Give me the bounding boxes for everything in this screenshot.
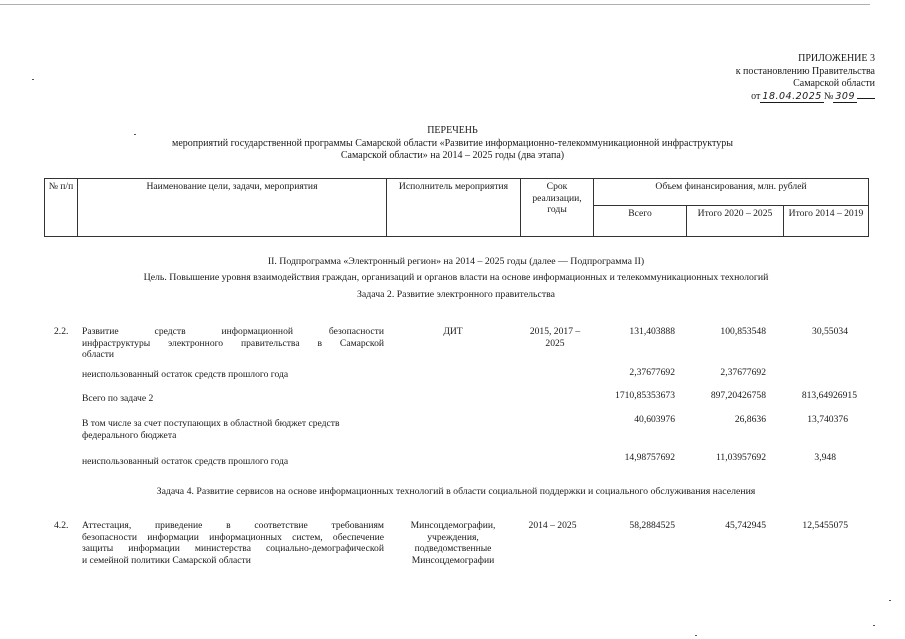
task2-unused-2014: 3,948 (814, 452, 836, 463)
header-sub-2014: Итого 2014 – 2019 (784, 206, 869, 237)
doc-heading: ПЕРЕЧЕНЬ (427, 125, 478, 136)
header-sub-2020: Итого 2020 – 2025 (687, 206, 784, 237)
row-2-2-term: 2015, 2017 – 2025 (529, 326, 581, 349)
goal-heading: Цель. Повышение уровня взаимодействия граждан, организаций и органов власти на основе информационных и телекоммуникационных технологий (143, 272, 769, 283)
row-2-2-unused-2020: 2,37677692 (720, 367, 766, 378)
appendix-decree: к постановлению Правительства (735, 65, 875, 77)
doc-title-line1: мероприятий государственной программы Самарской области «Развитие информационно-телекоммуникационной инфраструктуры (172, 138, 733, 149)
header-col-funding: Объем финансирования, млн. рублей (594, 179, 869, 206)
row-2-2-total: 131,403888 (629, 326, 675, 337)
header-table (44, 178, 869, 237)
appendix-region: Самарской области (793, 78, 875, 89)
task2-total-total: 1710,85353673 (615, 390, 675, 401)
row-4-2-term: 2014 – 2025 (528, 520, 577, 531)
appendix-underline (857, 98, 875, 99)
header-col-term: Срок реализации, годы (521, 179, 594, 237)
appendix-number: 309 (835, 90, 855, 102)
appendix-date-line (690, 91, 875, 104)
row-4-2-2014: 12,5455075 (802, 520, 848, 531)
appendix-number-label: № (823, 90, 834, 102)
appendix-block (690, 53, 875, 103)
row-2-2-unused-name: неиспользованный остаток средств прошлого года (82, 369, 289, 380)
row-4-2-2020: 45,742945 (725, 520, 766, 531)
scan-speck (889, 600, 891, 601)
task2-total-name: Всего по задаче 2 (82, 393, 154, 404)
row-2-2-2014: 30,55034 (812, 326, 848, 337)
header-col-executor: Исполнитель мероприятия (387, 179, 521, 237)
task2-federal-2014: 13,740376 (807, 414, 848, 425)
doc-title-line2: Самарской области» на 2014 – 2025 годы (два этапа) (340, 150, 565, 161)
scan-speck (873, 625, 875, 626)
task4-heading: Задача 4. Развитие сервисов на основе информационных технологий в области социальной поддержки и социального обслуживания населения (156, 486, 756, 497)
task2-unused-2020: 11,03957692 (715, 452, 766, 463)
scan-speck (134, 134, 136, 135)
task2-federal-2020: 26,8636 (734, 414, 766, 425)
task2-federal-name: В том числе за счет поступающих в областной бюджет средств федерального бюджета (82, 418, 340, 441)
scan-edge-line (0, 4, 870, 5)
scan-speck (695, 635, 697, 636)
row-2-2-unused-total: 2,37677692 (629, 367, 675, 378)
row-4-2-total: 58,2884525 (629, 520, 675, 531)
task2-total-2020: 897,20426758 (710, 390, 766, 401)
header-col-name: Наименование цели, задачи, мероприятия (78, 179, 387, 237)
row-2-2-name: Развитие средств информационной безопасности инфраструктуры электронного правительства в Самарской области (82, 326, 384, 361)
task2-unused-total: 14,98757692 (624, 452, 675, 463)
header-col-number: № п/п (45, 179, 78, 237)
appendix-title: ПРИЛОЖЕНИЕ 3 (798, 53, 875, 64)
row-2-2-number: 2.2. (54, 326, 69, 337)
appendix-from: от (751, 90, 761, 102)
row-2-2-executor: ДИТ (443, 326, 463, 337)
scan-speck (32, 79, 34, 80)
header-sub-total: Всего (594, 206, 687, 237)
row-4-2-executor: Минсоцдемографии, учреждения, подведомственные Минсоцдемографии (410, 520, 496, 567)
task2-heading: Задача 2. Развитие электронного правительства (357, 289, 555, 300)
task2-unused-name: неиспользованный остаток средств прошлого года (82, 456, 289, 467)
subprogram-heading: II. Подпрограмма «Электронный регион» на 2014 – 2025 годы (далее — Подпрограмма II) (267, 256, 645, 267)
appendix-date: 18.04.2025 (762, 90, 822, 102)
row-4-2-name: Аттестация, приведение в соответствие требованиям безопасности информации информационных систем, обеспечение защиты информации министерства социально-демографической и семейной политики Самарской области (82, 520, 384, 567)
task2-federal-total: 40,603976 (634, 414, 675, 425)
row-4-2-number: 4.2. (54, 520, 69, 531)
task2-total-2014: 813,64926915 (801, 390, 857, 401)
row-2-2-2020: 100,853548 (720, 326, 766, 337)
